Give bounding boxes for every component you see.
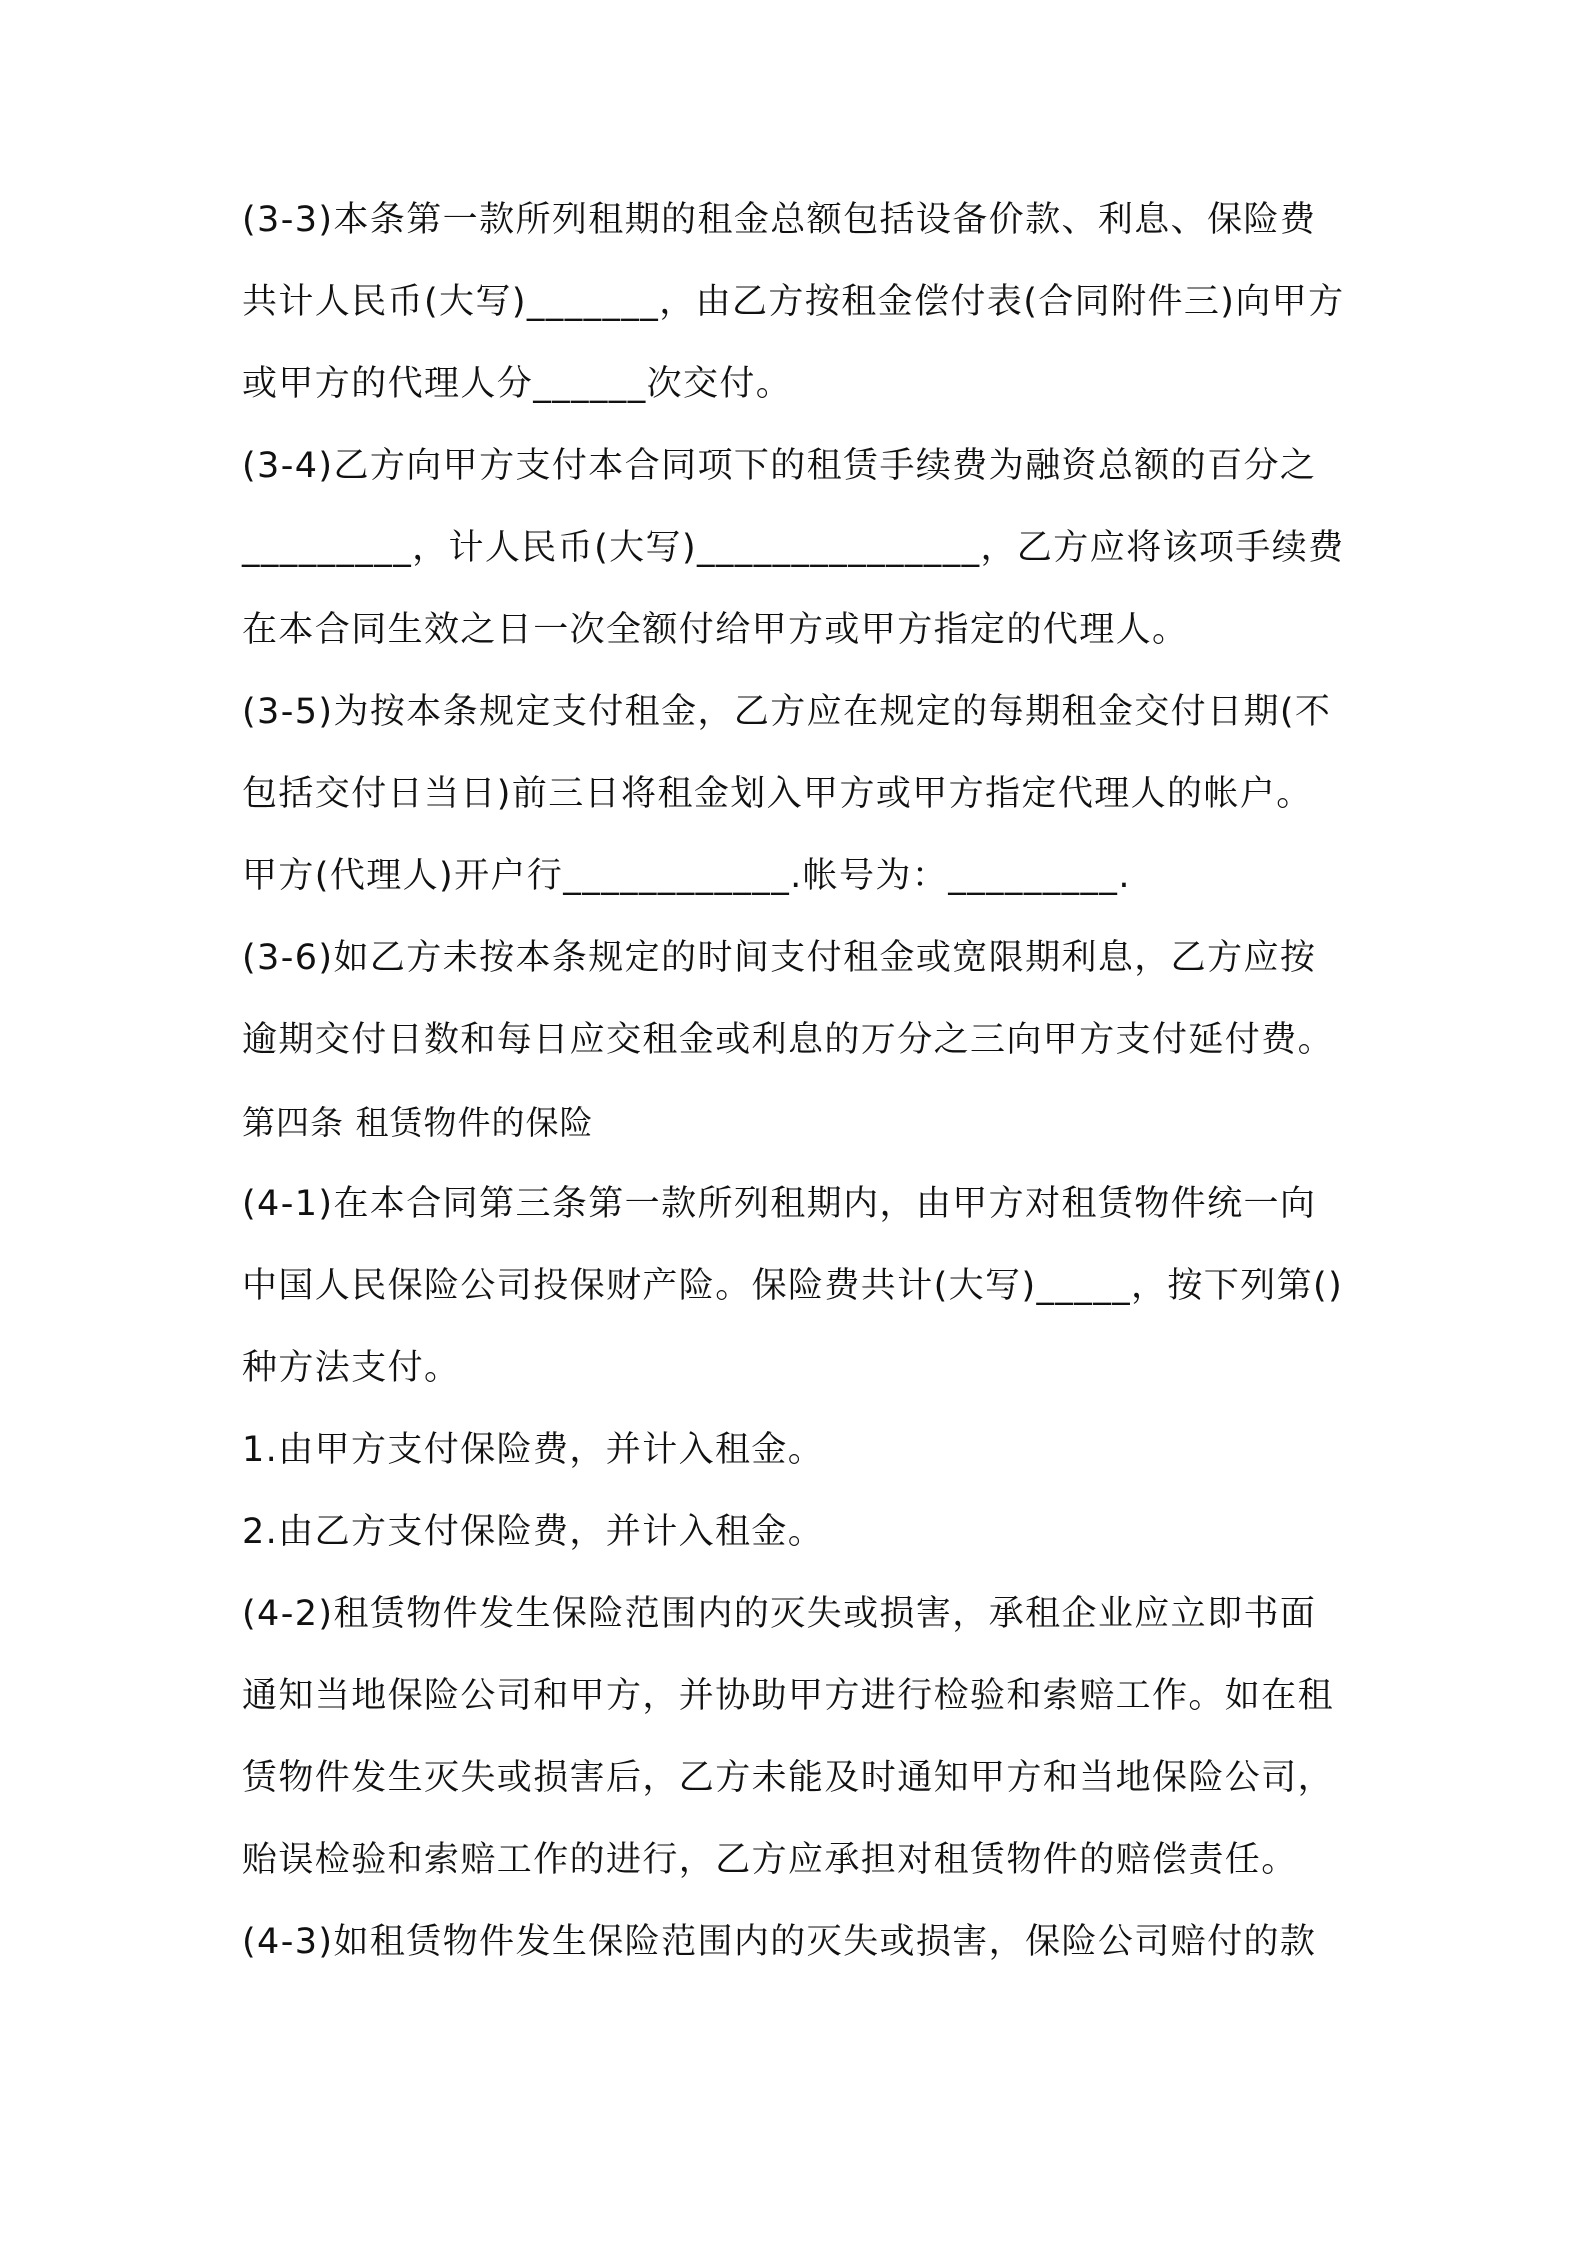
clause-4-2-line-3: 赁物件发生灭失或损害后，乙方未能及时通知甲方和当地保险公司， <box>242 1758 1335 1798</box>
option-2-line: 2.由乙方支付保险费，并计入租金。 <box>242 1512 825 1552</box>
clause-3-4-line-2: _________，计人民币(大写)_______________，乙方应将该项手续费 <box>242 528 1345 568</box>
clause-3-3-line-3: 或甲方的代理人分______次交付。 <box>242 364 793 404</box>
clause-4-1-line-1: (4-1)在本合同第三条第一款所列租期内，由甲方对租赁物件统一向 <box>242 1184 1317 1224</box>
bank-account-line: 甲方(代理人)开户行____________.帐号为：_________. <box>242 856 1131 896</box>
clause-4-2-line-1: (4-2)租赁物件发生保险范围内的灭失或损害，承租企业应立即书面 <box>242 1594 1317 1634</box>
option-1-line: 1.由甲方支付保险费，并计入租金。 <box>242 1430 825 1470</box>
clause-4-2-line-4: 贻误检验和索赔工作的进行，乙方应承担对租赁物件的赔偿责任。 <box>242 1840 1298 1880</box>
clause-3-3-line-2: 共计人民币(大写)_______，由乙方按租金偿付表(合同附件三)向甲方 <box>242 282 1345 322</box>
clause-3-6-line-1: (3-6)如乙方未按本条规定的时间支付租金或宽限期利息，乙方应按 <box>242 938 1317 978</box>
clause-3-5-line-2: 包括交付日当日)前三日将租金划入甲方或甲方指定代理人的帐户。 <box>242 774 1313 814</box>
clause-4-3-line-1: (4-3)如租赁物件发生保险范围内的灭失或损害，保险公司赔付的款 <box>242 1922 1317 1962</box>
clause-4-1-line-2: 中国人民保险公司投保财产险。保险费共计(大写)_____，按下列第() <box>242 1266 1344 1306</box>
clause-3-3-line-1: (3-3)本条第一款所列租期的租金总额包括设备价款、利息、保险费 <box>242 200 1317 240</box>
clause-4-1-line-3: 种方法支付。 <box>242 1348 461 1388</box>
clause-4-2-line-2: 通知当地保险公司和甲方，并协助甲方进行检验和索赔工作。如在租 <box>242 1676 1335 1716</box>
clause-3-6-line-2: 逾期交付日数和每日应交租金或利息的万分之三向甲方支付延付费。 <box>242 1020 1335 1060</box>
clause-3-5-line-1: (3-5)为按本条规定支付租金，乙方应在规定的每期租金交付日期(不 <box>242 692 1332 732</box>
clause-3-4-line-3: 在本合同生效之日一次全额付给甲方或甲方指定的代理人。 <box>242 610 1189 650</box>
clause-3-4-line-1: (3-4)乙方向甲方支付本合同项下的租赁手续费为融资总额的百分之 <box>242 446 1317 486</box>
article-4-heading: 第四条 租赁物件的保险 <box>242 1103 594 1142</box>
